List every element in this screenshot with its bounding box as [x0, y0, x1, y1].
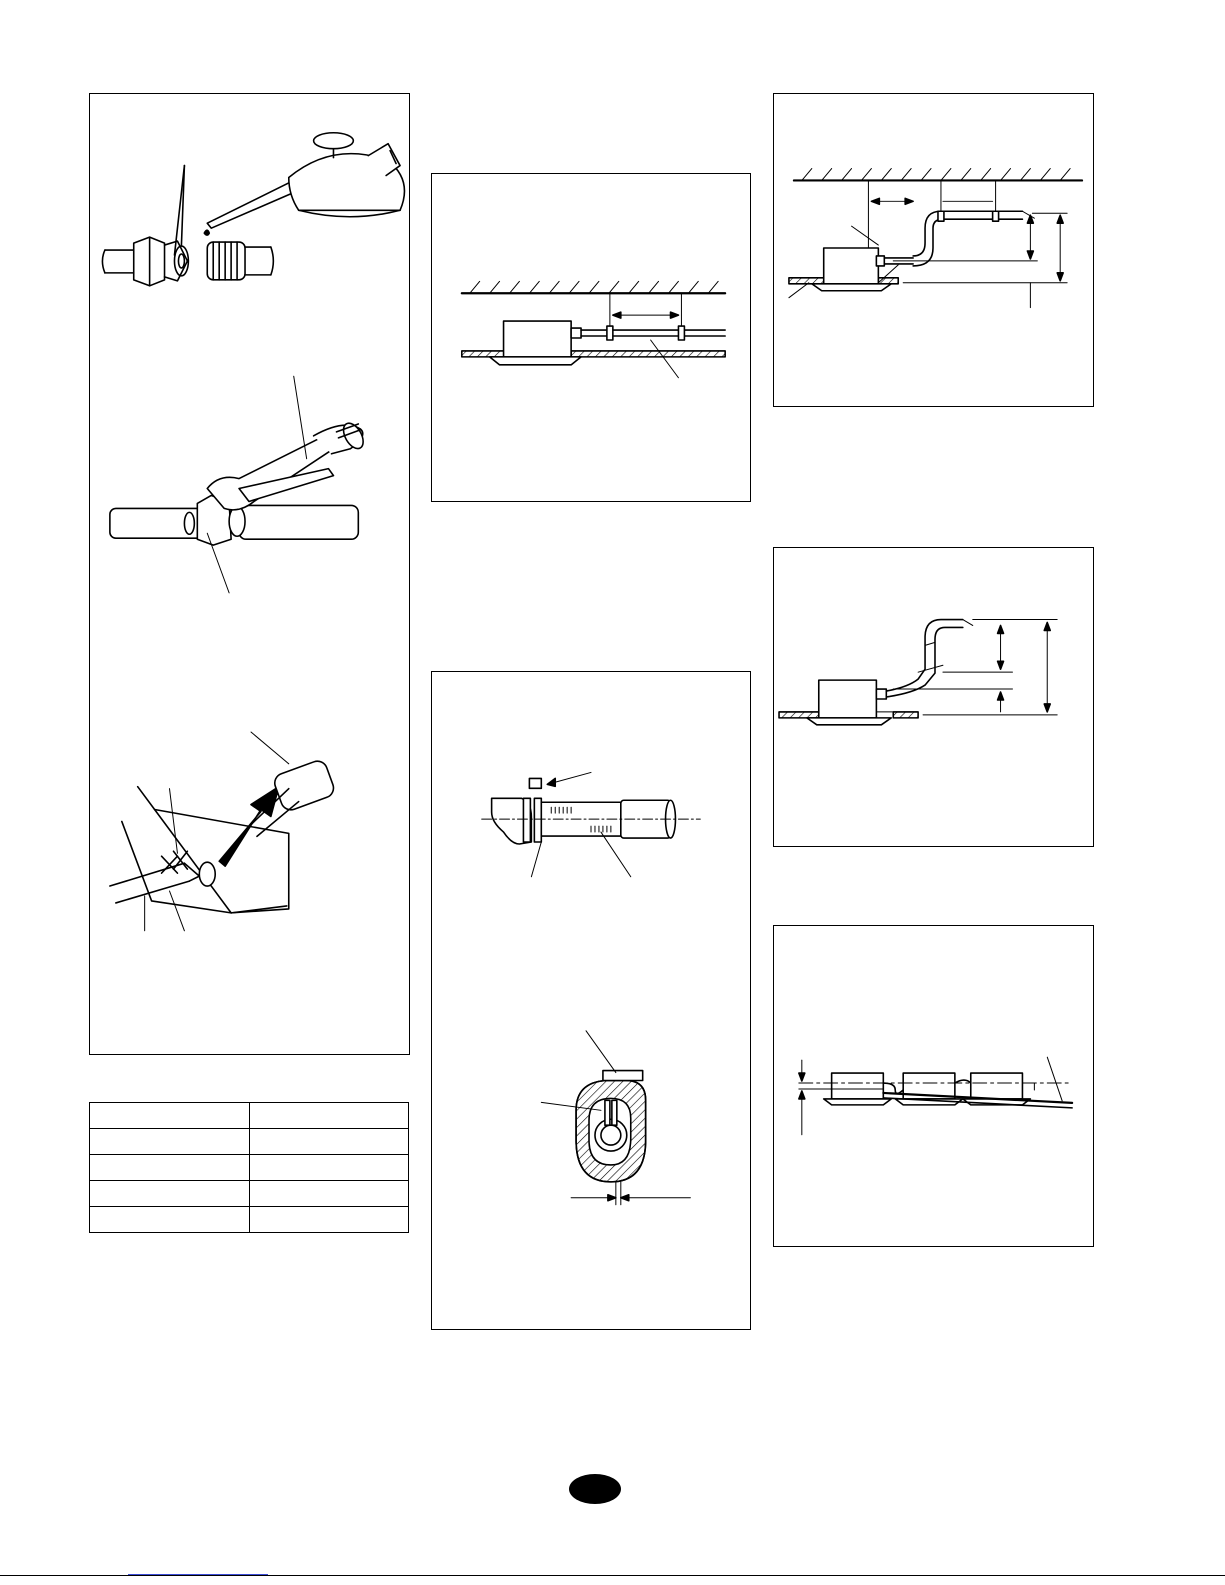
page-number-badge — [569, 1474, 621, 1504]
flare-nut-illustration — [102, 133, 404, 286]
figure-flare-connection — [89, 93, 410, 1055]
spec-table — [89, 1102, 409, 1233]
table-row — [90, 1129, 409, 1155]
figure-pipe-insulation-detail — [431, 671, 751, 1330]
footer-link-underline[interactable] — [128, 1574, 268, 1575]
figure-drain-pipe-rise — [773, 547, 1094, 847]
table-cell — [90, 1207, 250, 1233]
figure-ceiling-pipe-support — [431, 173, 751, 502]
insulation-corner-illustration — [110, 732, 336, 931]
table-row — [90, 1103, 409, 1129]
table-row — [90, 1207, 409, 1233]
table-row — [90, 1181, 409, 1207]
table-cell — [249, 1129, 409, 1155]
torque-wrench-illustration — [110, 376, 367, 593]
table-cell — [249, 1103, 409, 1129]
table-cell — [90, 1103, 250, 1129]
footer-rule — [0, 1575, 1225, 1576]
table-cell — [90, 1155, 250, 1181]
table-cell — [249, 1207, 409, 1233]
figure-multi-unit-drain-gradient — [773, 925, 1094, 1247]
table-cell — [249, 1155, 409, 1181]
table-cell — [90, 1129, 250, 1155]
table-cell — [90, 1181, 250, 1207]
table-cell — [249, 1181, 409, 1207]
table-row — [90, 1155, 409, 1181]
figure-riser-pipe-elevation — [773, 93, 1094, 407]
